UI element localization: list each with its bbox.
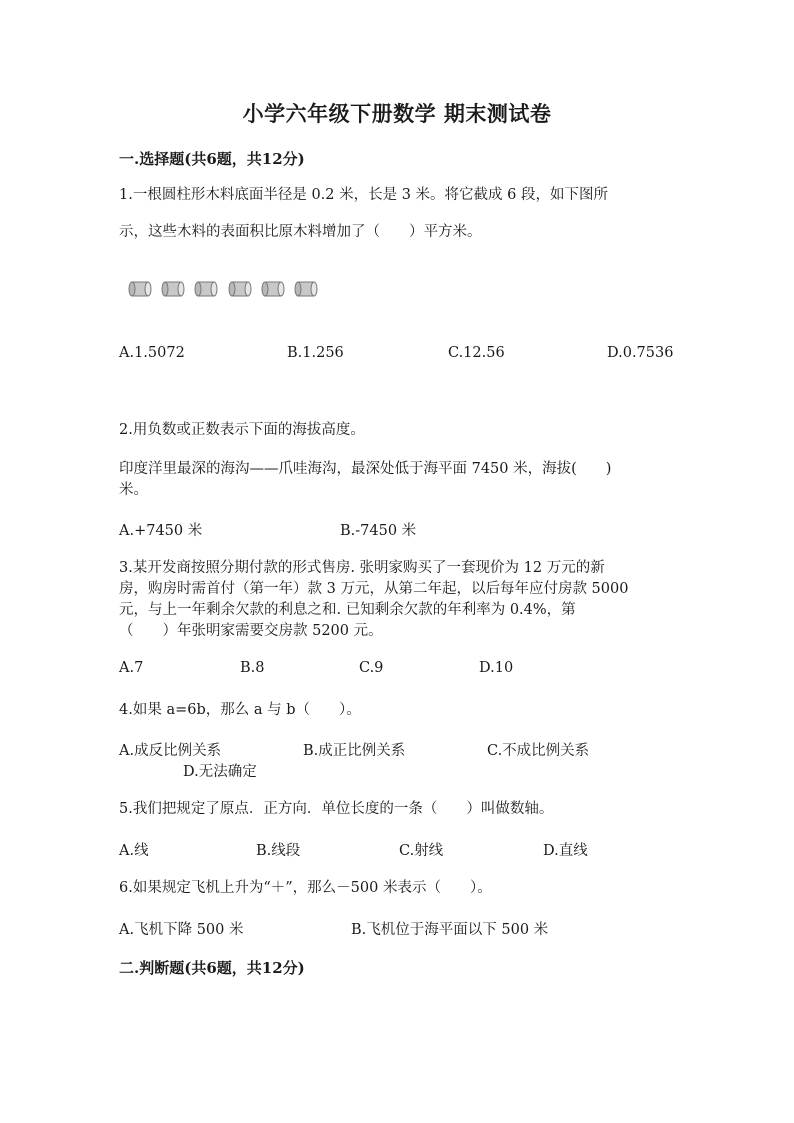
question-5-option-d: D.直线 [543, 843, 588, 859]
section-heading-true-false: 二.判断题(共6题，共12分) [119, 959, 305, 977]
question-3-option-d: D.10 [479, 660, 514, 676]
section-heading-choice: 一.选择题(共6题，共12分) [119, 150, 305, 168]
page-title: 小学六年级下册数学 期末测试卷 [242, 101, 552, 126]
question-1-option-a: A.1.5072 [119, 345, 185, 361]
question-2-line-1: 2.用负数或正数表示下面的海拔高度。 [119, 422, 365, 438]
question-3-line-1: 3.某开发商按照分期付款的形式售房. 张明家购买了一套现价为 12 万元的新 [119, 560, 605, 576]
question-4-line-1: 4.如果 a=6b，那么 a 与 b（ ）。 [119, 702, 361, 718]
question-2-line-3: 米。 [119, 482, 148, 498]
cylinder-piece-2 [161, 279, 187, 299]
question-3-option-c: C.9 [359, 660, 384, 676]
question-2-option-a: A.+7450 米 [119, 523, 203, 539]
cylinder-piece-3 [194, 279, 220, 299]
question-3-line-4: （ ）年张明家需要交房款 5200 元。 [119, 623, 383, 639]
question-1-option-d: D.0.7536 [607, 345, 674, 361]
cylinder-piece-4 [228, 279, 254, 299]
question-3-option-b: B.8 [240, 660, 265, 676]
question-6-option-b: B.飞机位于海平面以下 500 米 [351, 922, 549, 938]
question-4-option-d: D.无法确定 [183, 764, 257, 780]
cylinder-piece-5 [261, 279, 287, 299]
question-6-line-1: 6.如果规定飞机上升为“＋”，那么－500 米表示（ ）。 [119, 880, 492, 896]
question-3-line-2: 房，购房时需首付（第一年）款 3 万元，从第二年起，以后每年应付房款 5000 [119, 581, 629, 597]
question-3-option-a: A.7 [119, 660, 144, 676]
question-4-option-c: C.不成比例关系 [487, 743, 590, 759]
question-2-option-b: B.-7450 米 [340, 523, 417, 539]
question-4-option-a: A.成反比例关系 [119, 743, 222, 759]
question-1-option-c: C.12.56 [448, 345, 505, 361]
question-1-line-1: 1.一根圆柱形木料底面半径是 0.2 米，长是 3 米。将它截成 6 段，如下图所 [119, 187, 608, 203]
question-6-option-a: A.飞机下降 500 米 [119, 922, 244, 938]
question-5-line-1: 5.我们把规定了原点．正方向．单位长度的一条（ ）叫做数轴。 [119, 801, 554, 817]
question-5-option-c: C.射线 [399, 843, 444, 859]
cylinder-piece-1 [128, 279, 154, 299]
cylinder-piece-6 [294, 279, 320, 299]
question-1-line-2: 示，这些木料的表面积比原木料增加了（ ）平方米。 [119, 224, 482, 240]
question-4-option-b: B.成正比例关系 [303, 743, 406, 759]
question-1-option-b: B.1.256 [287, 345, 344, 361]
question-3-line-3: 元，与上一年剩余欠款的利息之和. 已知剩余欠款的年利率为 0.4%，第 [119, 602, 576, 618]
question-5-option-a: A.线 [119, 843, 149, 859]
question-5-option-b: B.线段 [256, 843, 301, 859]
question-2-line-2: 印度洋里最深的海沟——爪哇海沟，最深处低于海平面 7450 米，海拔( ) [119, 461, 612, 477]
